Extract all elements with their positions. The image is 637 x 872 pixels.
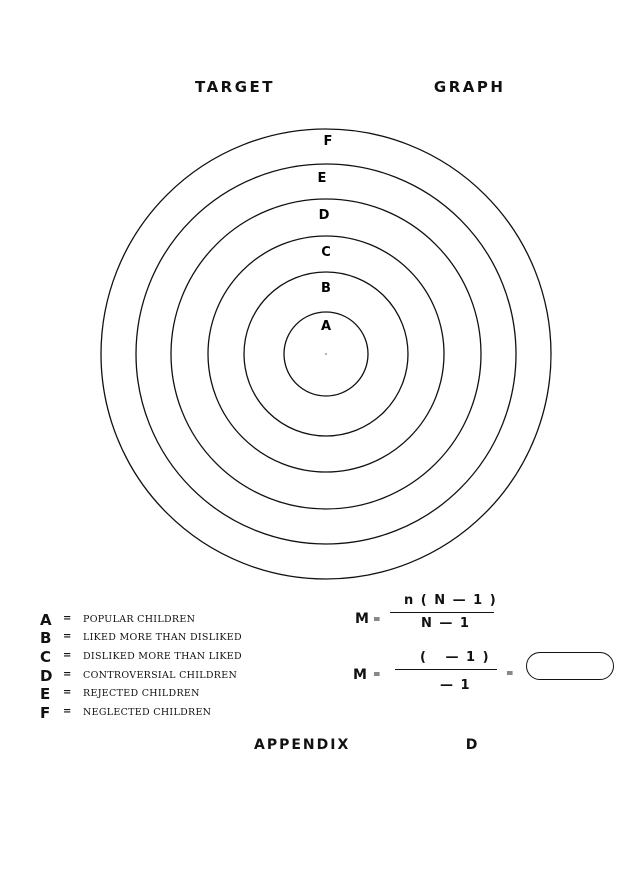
legend-equals: = [63,650,72,661]
formula1-equals: = [373,615,381,625]
legend-letter: A [40,611,52,629]
center-dot [325,353,327,355]
legend-description: CONTROVERSIAL CHILDREN [83,670,238,681]
ring-label-f: F [323,134,333,149]
formula1-m-label: M [355,611,369,627]
legend-letter: F [40,704,51,722]
ring-label-a: A [320,319,332,334]
legend-letter: E [40,685,51,703]
legend-letter: D [40,667,53,685]
legend-description: REJECTED CHILDREN [83,688,200,699]
formula2-denominator: — 1 [440,678,472,693]
formula2-result-equals: = [506,669,514,679]
ring-label-d: D [318,208,330,223]
legend-description: LIKED MORE THAN DISLIKED [83,632,242,643]
legend-equals: = [63,687,72,698]
legend-equals: = [63,706,72,717]
legend-description: DISLIKED MORE THAN LIKED [83,651,242,662]
formula2-m-label: M [353,667,367,683]
appendix-label: APPENDIX D [254,737,480,753]
legend-description: POPULAR CHILDREN [83,614,196,625]
legend-equals: = [63,669,72,680]
formula1-denominator: N — 1 [421,616,471,631]
legend-equals: = [63,613,72,624]
legend-letter: C [40,648,52,666]
formula2-numerator: ( — 1 ) [420,650,491,665]
legend-equals: = [63,631,72,642]
legend-letter: B [40,629,52,647]
formula2-equals: = [373,670,381,680]
answer-box[interactable] [526,652,614,680]
ring-label-c: C [321,245,331,260]
page-title: TARGET GRAPH [195,78,506,96]
formula1-fraction-bar [390,612,494,613]
ring-label-e: E [317,171,327,186]
formula2-fraction-bar [395,669,497,670]
formula1-numerator: n ( N — 1 ) [404,593,498,608]
ring-label-b: B [321,281,331,296]
legend-description: NEGLECTED CHILDREN [83,707,212,718]
